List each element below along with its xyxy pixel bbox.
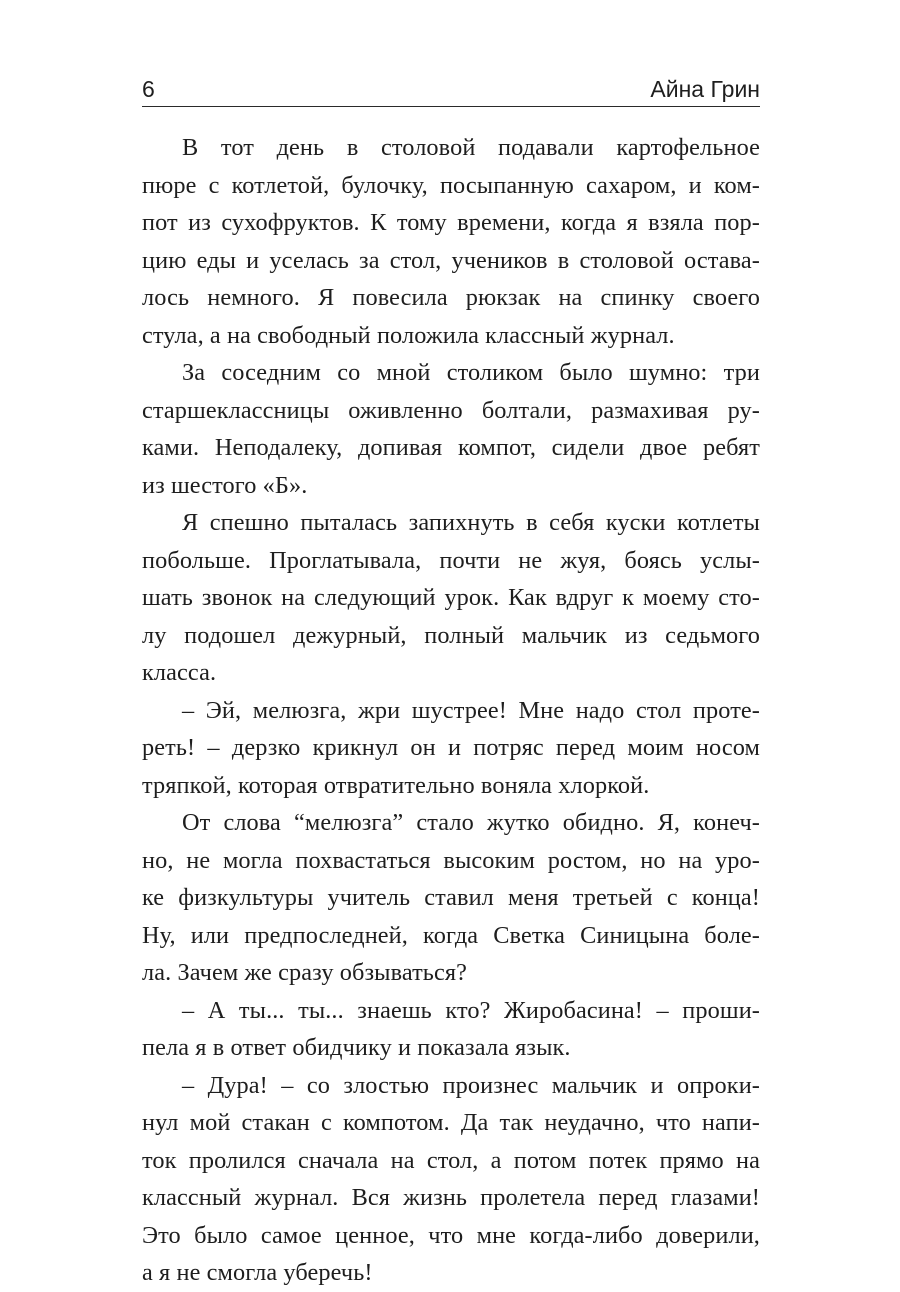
text-line: нул мой стакан с компотом. Да так неудачно, что напи- [142,1109,760,1136]
text-line: реть! – дерзко крикнул он и потряс перед моим носом [142,734,760,761]
page-number: 6 [142,76,155,102]
text-line: лось немного. Я повесила рюкзак на спинку своего [142,284,760,311]
text-line: Это было самое ценное, что мне когда-либо доверили, [142,1221,760,1249]
text-line: лу подошел дежурный, полный мальчик из седьмого [142,621,760,649]
text-line: – Дура! – со злостью произнес мальчик и опроки- [182,1071,760,1099]
text-line: Ну, или предпоследней, когда Светка Синицына боле- [142,921,760,949]
text-line: ке физкультуры учитель ставил меня третьей с конца! [142,884,760,911]
text-line: цию еды и уселась за стол, учеников в столовой остава- [142,246,760,274]
text-line: пюре с котлетой, булочку, посыпанную сахаром, и ком- [142,171,760,199]
page-header [142,72,760,107]
text-line: За соседним со мной столиком было шумно: три [182,359,760,386]
text-line: тряпкой, которая отвратительно воняла хлоркой. [142,771,650,799]
text-line: побольше. Проглатывала, почти не жуя, боясь услы- [142,546,760,574]
text-line: В тот день в столовой подавали картофельное [182,134,760,161]
text-line: пот из сухофруктов. К тому времени, когда я взяла пор- [142,209,760,236]
running-head-author: Айна Грин [650,76,760,102]
text-line: но, не могла похвастаться высоким ростом, но на уро- [142,846,760,874]
text-line: Я спешно пыталась запихнуть в себя куски котлеты [182,509,760,536]
text-line: шать звонок на следующий урок. Как вдруг к моему сто- [142,584,760,611]
text-line: класса. [142,659,217,686]
text-line: ток пролился сначала на стол, а потом потек прямо на [142,1146,760,1174]
text-line: ками. Неподалеку, допивая компот, сидели двое ребят [142,434,760,461]
text-line: От слова “мелюзга” стало жутко обидно. Я, конеч- [182,809,760,836]
text-line: стула, а на свободный положила классный журнал. [142,321,675,349]
text-line: а я не смогла уберечь! [142,1259,373,1286]
text-line: старшеклассницы оживленно болтали, размахивая ру- [142,396,760,424]
text-line: – А ты... ты... знаешь кто? Жиробасина! – проши- [182,996,760,1024]
text-line: – Эй, мелюзга, жри шустрее! Мне надо стол проте- [182,696,760,724]
text-line: классный журнал. Вся жизнь пролетела перед глазами! [142,1184,760,1211]
text-line: из шестого «Б». [142,471,308,499]
text-line: ла. Зачем же сразу обзываться? [142,959,468,986]
body-text [142,129,760,1292]
text-line: пела я в ответ обидчику и показала язык. [142,1034,571,1061]
